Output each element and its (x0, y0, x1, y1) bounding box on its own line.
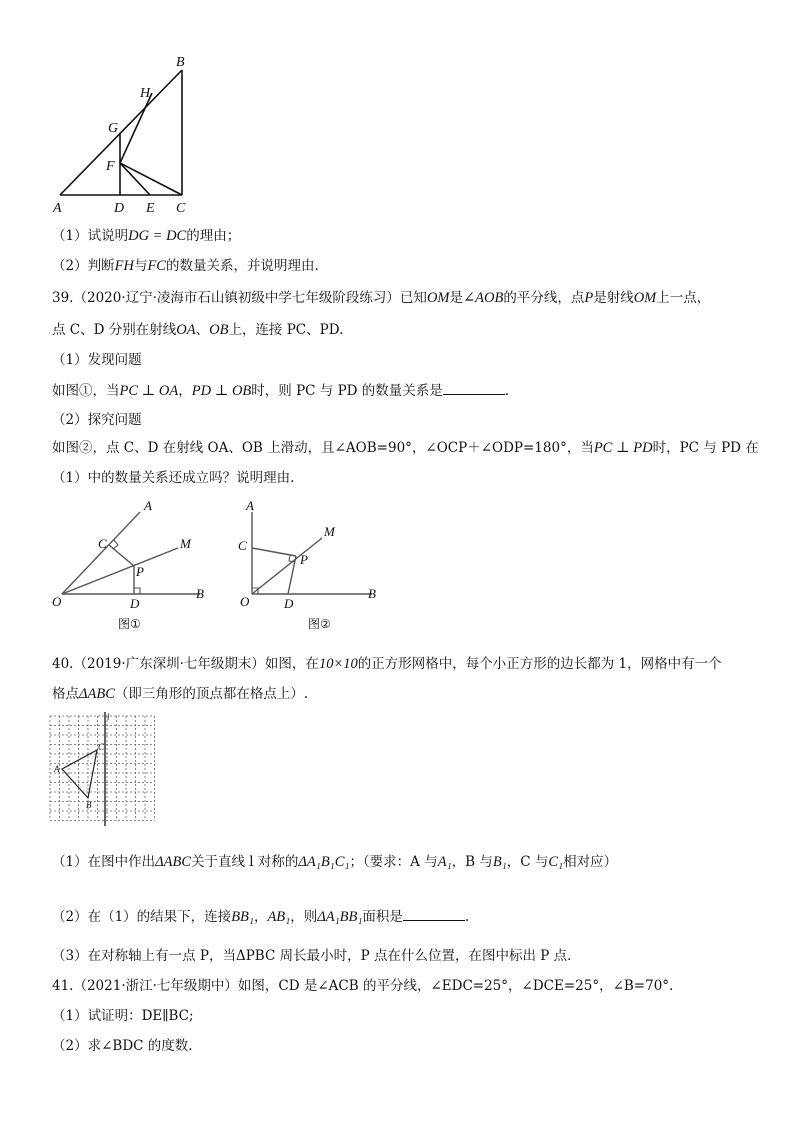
math: PD ⊥ OB (191, 383, 252, 399)
fig1-caption: 图① (118, 617, 141, 631)
math: DG = DC (128, 228, 187, 244)
figure-2 (232, 498, 392, 638)
text: 与 (133, 258, 148, 274)
text: ， (178, 383, 192, 399)
grid-label-A: A (54, 764, 60, 774)
text: ，则 (290, 909, 318, 925)
grid-label-B: B (86, 800, 92, 810)
q39-s1-title: （1）发现问题 (52, 352, 142, 368)
label-H: H (140, 86, 151, 101)
fig1-label-B: B (196, 586, 204, 601)
math: PC ⊥ OA (119, 383, 179, 399)
fig1-label-A: A (144, 498, 152, 513)
text: 时，则 PC 与 PD 的数量关系是 (251, 383, 443, 399)
math: ∠AOB (463, 290, 504, 306)
fig2-label-P: P (300, 552, 308, 567)
math: P (584, 290, 594, 306)
q40-line2 (52, 684, 308, 704)
text: （即三角形的顶点都在格点上）. (114, 686, 309, 702)
label-F: F (106, 159, 115, 174)
math: 10×10 (318, 656, 358, 672)
text: 上，连接 PC、PD. (228, 322, 344, 338)
text: 格点 (52, 686, 79, 702)
fig2-label-A: A (246, 498, 254, 513)
q40-part1 (52, 852, 617, 872)
question-number: 39. (52, 290, 74, 306)
q39-s2-title: （2）探究问题 (52, 412, 142, 428)
q38-part2 (52, 256, 319, 276)
q40-part3: （3）在对称轴上有一点 P，当ΔPBC 周长最小时，P 点在什么位置，在图中标出 P 点. (52, 948, 572, 964)
label-D: D (114, 201, 125, 216)
math: AB₁ (267, 909, 291, 925)
math: OB (209, 322, 229, 338)
label-E: E (146, 201, 155, 216)
text: 时，PC 与 PD 在 (652, 440, 759, 456)
text: （2019·广东深圳·七年级期末）如图，在 (73, 656, 319, 672)
question-number: 40. (52, 656, 74, 672)
fig1-label-M: M (180, 536, 191, 551)
text: 上一点， (656, 290, 711, 306)
math: OM (426, 290, 450, 306)
text: 点 C、D 分别在射线 (52, 322, 177, 338)
fig1-label-P: P (136, 564, 144, 579)
math: ΔABC (79, 686, 115, 702)
label-A: A (53, 201, 62, 216)
triangle-figure-top (40, 50, 220, 220)
math: ΔA₁BB₁ (317, 909, 363, 925)
math: FC (147, 258, 166, 274)
q38-part1 (52, 226, 240, 246)
text: 关于直线 l 对称的 (191, 854, 299, 870)
grid-figure (48, 712, 158, 830)
text: 是 (449, 290, 463, 306)
math: OA (176, 322, 196, 338)
q41-part2: （2）求∠BDC 的度数. (52, 1038, 193, 1054)
q40-part2 (52, 906, 469, 927)
text: （2）在（1）的结果下，连接 (52, 909, 232, 925)
math: FH (114, 258, 134, 274)
text: 面积是 (362, 909, 403, 925)
q39-s2a (52, 438, 759, 458)
q39-s2b: （1）中的数量关系还成立吗？说明理由. (52, 470, 295, 486)
fig1-label-D: D (130, 596, 140, 611)
text: 的正方形网格中，每个小正方形的边长都为 1，网格中有一个 (357, 656, 722, 672)
text: 的数量关系，并说明理由. (165, 258, 319, 274)
text: （1）在图中作出 (52, 854, 156, 870)
math: BB₁ (231, 909, 254, 925)
q41-line1: 41.（2021·浙江·七年级期中）如图，CD 是∠ACB 的平分线，∠EDC=25°，∠DCE=25°，∠B=70°. (52, 978, 674, 994)
fig2-label-O: O (240, 594, 250, 609)
text: . (504, 383, 510, 399)
figure-1 (48, 498, 218, 638)
grid-label-l: l (107, 712, 110, 722)
math: ΔA₁B₁C₁ (298, 854, 350, 870)
text: （1）试说明 (52, 228, 129, 244)
math: B₁ (492, 854, 507, 870)
math: OM (633, 290, 657, 306)
q39-line1 (52, 288, 710, 308)
text: ，C 与 (506, 854, 549, 870)
fig2-label-C: C (238, 538, 247, 553)
q41-part1: （1）试证明：DE∥BC; (52, 1008, 194, 1024)
text: 是射线 (593, 290, 634, 306)
fig1-label-C: C (98, 536, 107, 551)
math: A₁ (437, 854, 452, 870)
fig2-label-D: D (284, 596, 294, 611)
fig2-caption: 图② (308, 617, 331, 631)
text: ，B 与 (451, 854, 493, 870)
math: ΔABC (155, 854, 191, 870)
fig2-label-B: B (368, 586, 376, 601)
q40-line1 (52, 654, 722, 674)
label-G: G (108, 121, 119, 136)
grid-label-C: C (98, 742, 105, 752)
q39-line2 (52, 320, 343, 340)
triangle-abc (62, 750, 97, 798)
text: 的平分线，点 (503, 290, 585, 306)
text: 相对应） (563, 854, 618, 870)
fig2-label-M: M (324, 524, 335, 539)
text: 的理由； (186, 228, 241, 244)
answer-blank (403, 906, 465, 921)
text: 如图①，当 (52, 383, 120, 399)
text: 如图②，点 C、D 在射线 OA、OB 上滑动，且∠AOB=90°，∠OCP＋∠ODP=180°，当 (52, 440, 594, 456)
text: （2020·辽宁·凌海市石山镇初级中学七年级阶段练习）已知 (73, 290, 427, 306)
text: （2）判断 (52, 258, 115, 274)
fig1-label-O: O (52, 594, 62, 609)
math: C₁ (548, 854, 564, 870)
text: ；（要求：A 与 (349, 854, 438, 870)
math: PC ⊥ PD (593, 440, 653, 456)
q39-s1 (52, 380, 509, 401)
answer-blank (443, 380, 505, 395)
text: 、 (195, 322, 210, 338)
text: . (464, 909, 470, 925)
label-B: B (176, 55, 185, 70)
label-C: C (176, 201, 186, 216)
text: ， (253, 909, 268, 925)
